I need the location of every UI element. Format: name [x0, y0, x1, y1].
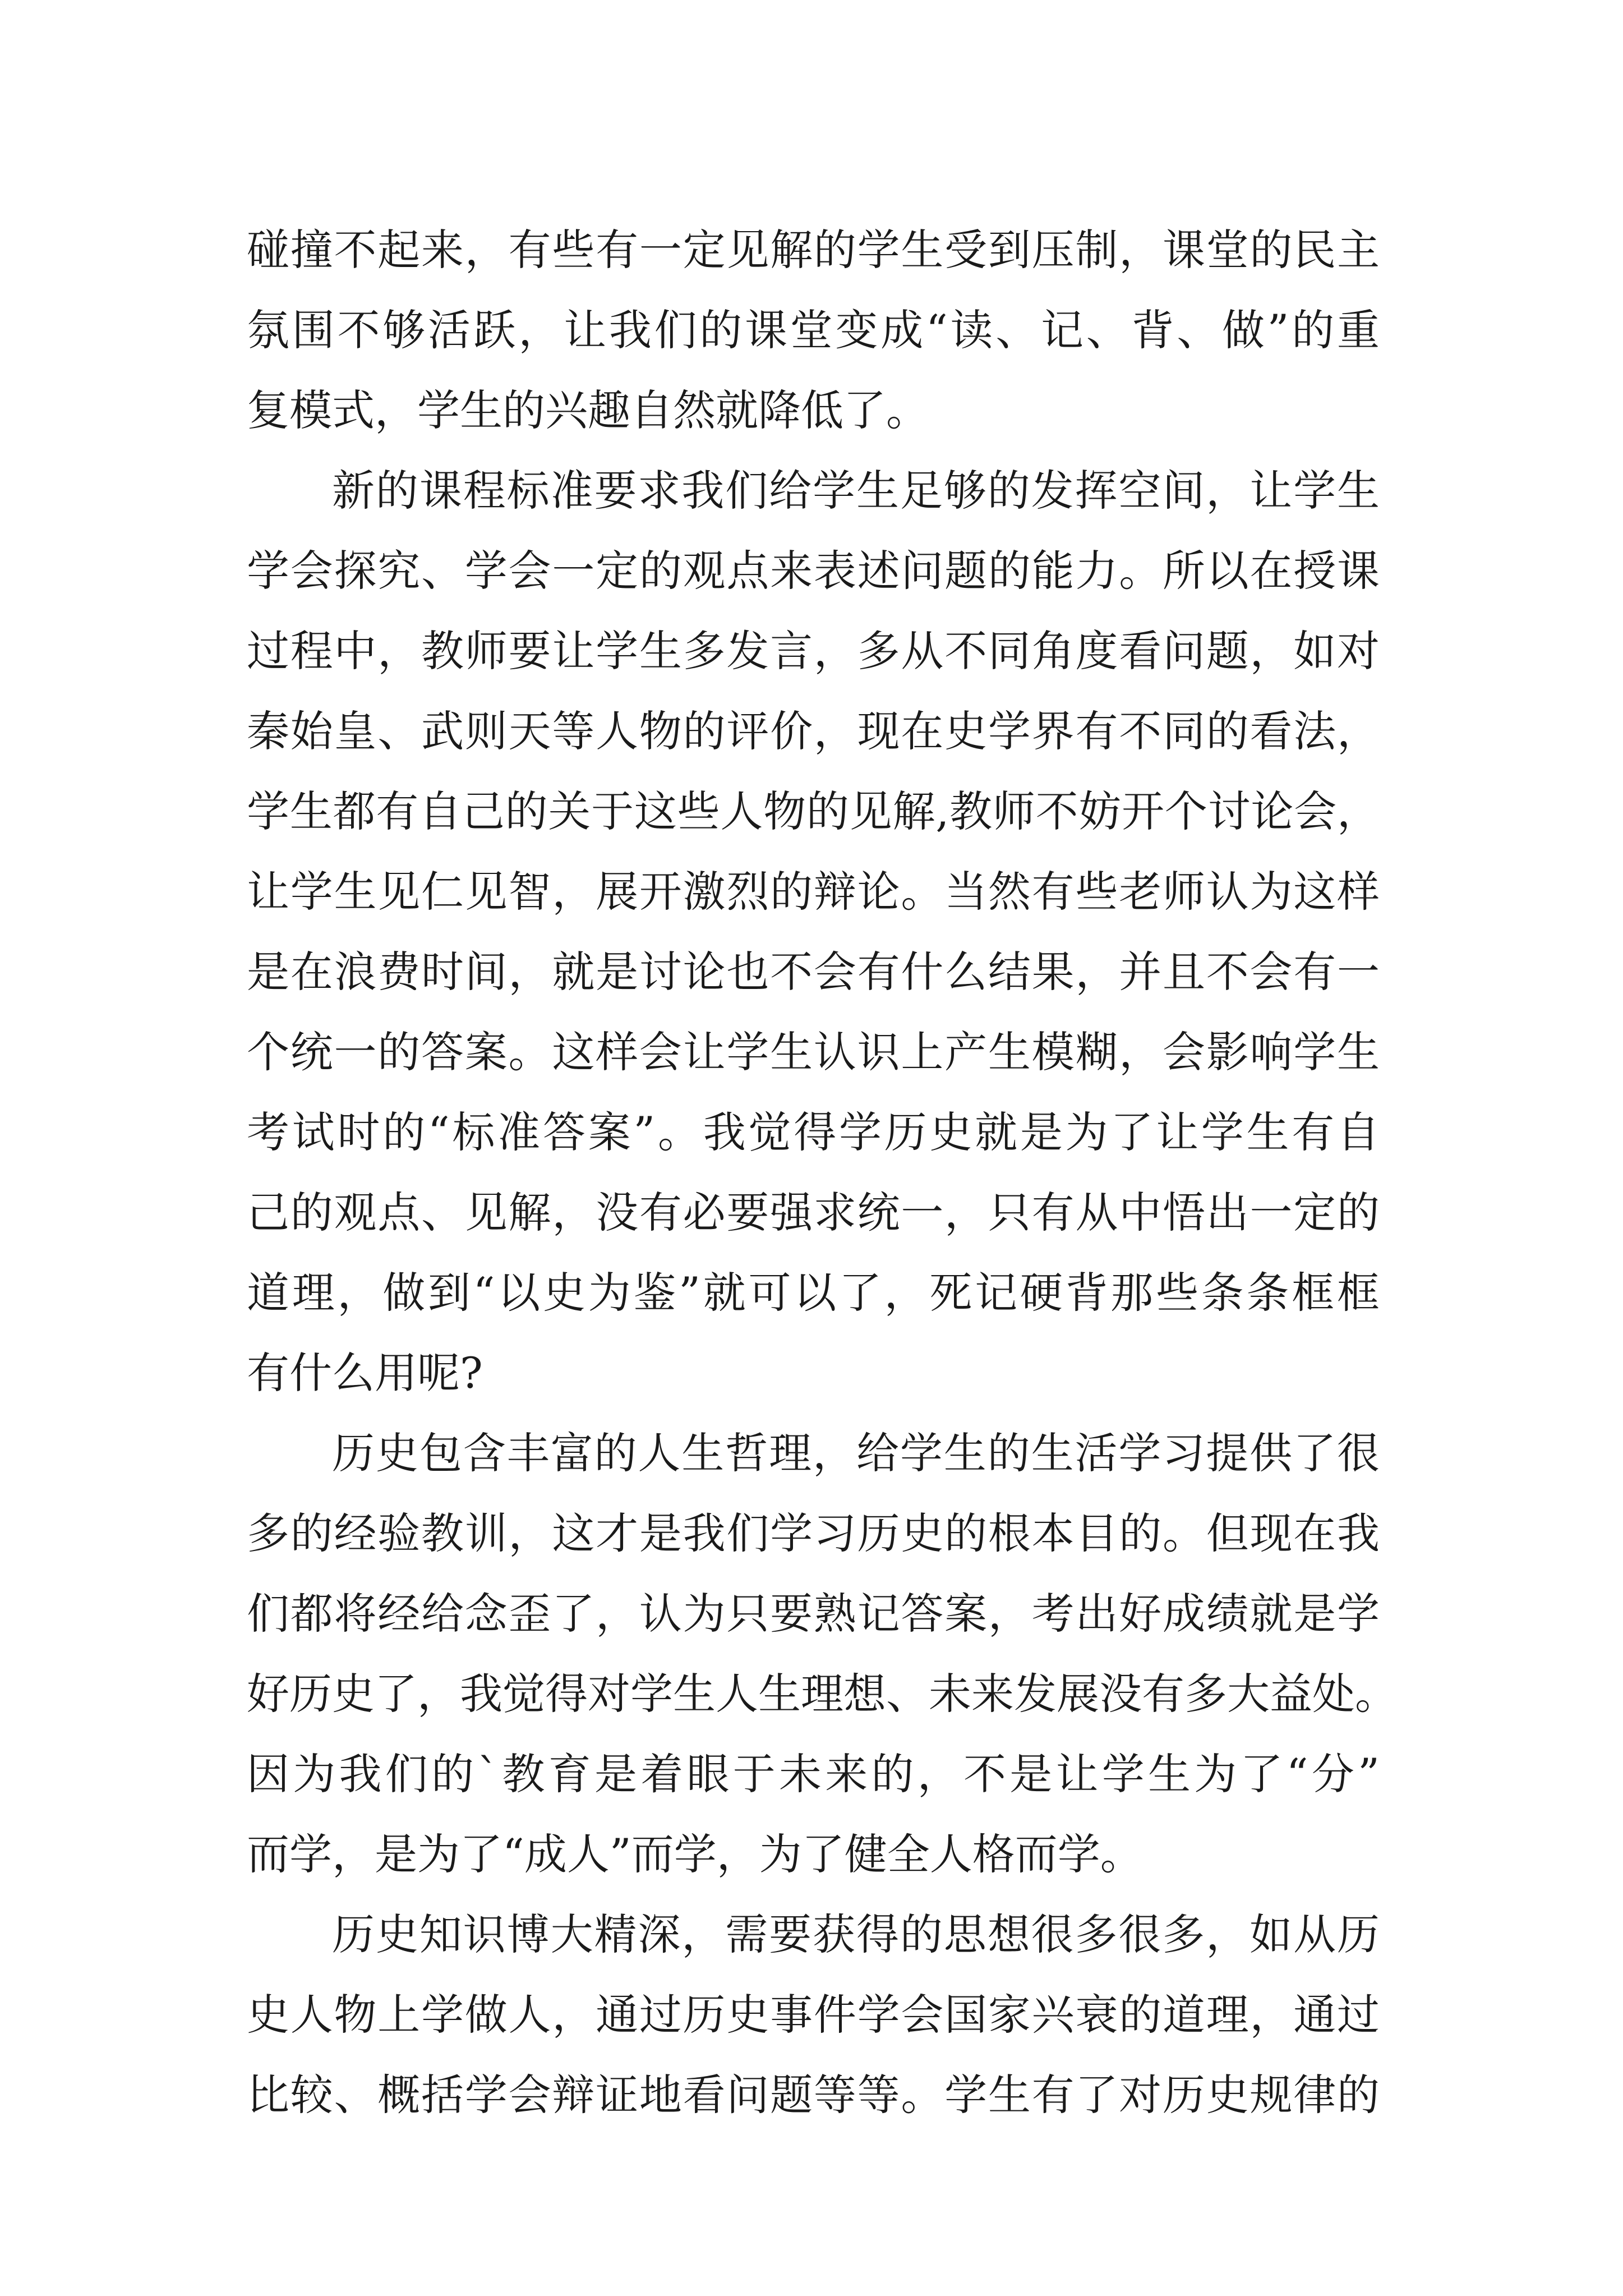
text-line: 氛围不够活跃，让我们的课堂变成“读、记、背、做”的重 — [247, 305, 1380, 355]
paragraph-first-line: 历史包含丰富的人生哲理，给学生的生活学习提供了很 — [332, 1428, 1380, 1478]
text-line: 复模式，学生的兴趣自然就降低了。 — [247, 385, 929, 435]
text-line: 过程中，教师要让学生多发言，多从不同角度看问题，如对 — [247, 626, 1380, 676]
text-line: 们都将经给念歪了，认为只要熟记答案，考出好成绩就是学 — [247, 1589, 1380, 1639]
text-line: 秦始皇、武则天等人物的评价，现在史学界有不同的看法， — [247, 706, 1380, 756]
text-line: 有什么用呢? — [247, 1348, 483, 1398]
text-line: 史人物上学做人，通过历史事件学会国家兴衰的道理，通过 — [247, 1990, 1380, 2040]
paragraph-first-line: 新的课程标准要求我们给学生足够的发挥空间，让学生 — [332, 466, 1380, 516]
text-line: 碰撞不起来，有些有一定见解的学生受到压制，课堂的民主 — [247, 225, 1380, 275]
text-line: 考试时的“标准答案”。我觉得学历史就是为了让学生有自 — [247, 1107, 1380, 1157]
text-line: 学会探究、学会一定的观点来表述问题的能力。所以在授课 — [247, 546, 1380, 596]
paragraph-first-line: 历史知识博大精深，需要获得的思想很多很多，如从历 — [332, 1910, 1380, 1959]
text-line: 让学生见仁见智，展开激烈的辩论。当然有些老师认为这样 — [247, 867, 1380, 917]
text-line: 道理，做到“以史为鉴”就可以了，死记硬背那些条条框框 — [247, 1268, 1380, 1318]
text-line: 多的经验教训，这才是我们学习历史的根本目的。但现在我 — [247, 1508, 1380, 1558]
text-line: 学生都有自己的关于这些人物的见解,教师不妨开个讨论会， — [247, 786, 1380, 836]
text-line: 因为我们的`教育是着眼于未来的，不是让学生为了“分” — [247, 1749, 1380, 1799]
text-line: 比较、概括学会辩证地看问题等等。学生有了对历史规律的 — [247, 2070, 1380, 2120]
text-line: 而学，是为了“成人”而学，为了健全人格而学。 — [247, 1829, 1143, 1879]
text-line: 是在浪费时间，就是讨论也不会有什么结果，并且不会有一 — [247, 947, 1380, 997]
text-line: 好历史了，我觉得对学生人生理想、未来发展没有多大益处。 — [247, 1669, 1398, 1719]
text-line: 个统一的答案。这样会让学生认识上产生模糊，会影响学生 — [247, 1027, 1380, 1077]
document-body — [247, 210, 1398, 2135]
text-line: 己的观点、见解，没有必要强求统一，只有从中悟出一定的 — [247, 1188, 1380, 1237]
